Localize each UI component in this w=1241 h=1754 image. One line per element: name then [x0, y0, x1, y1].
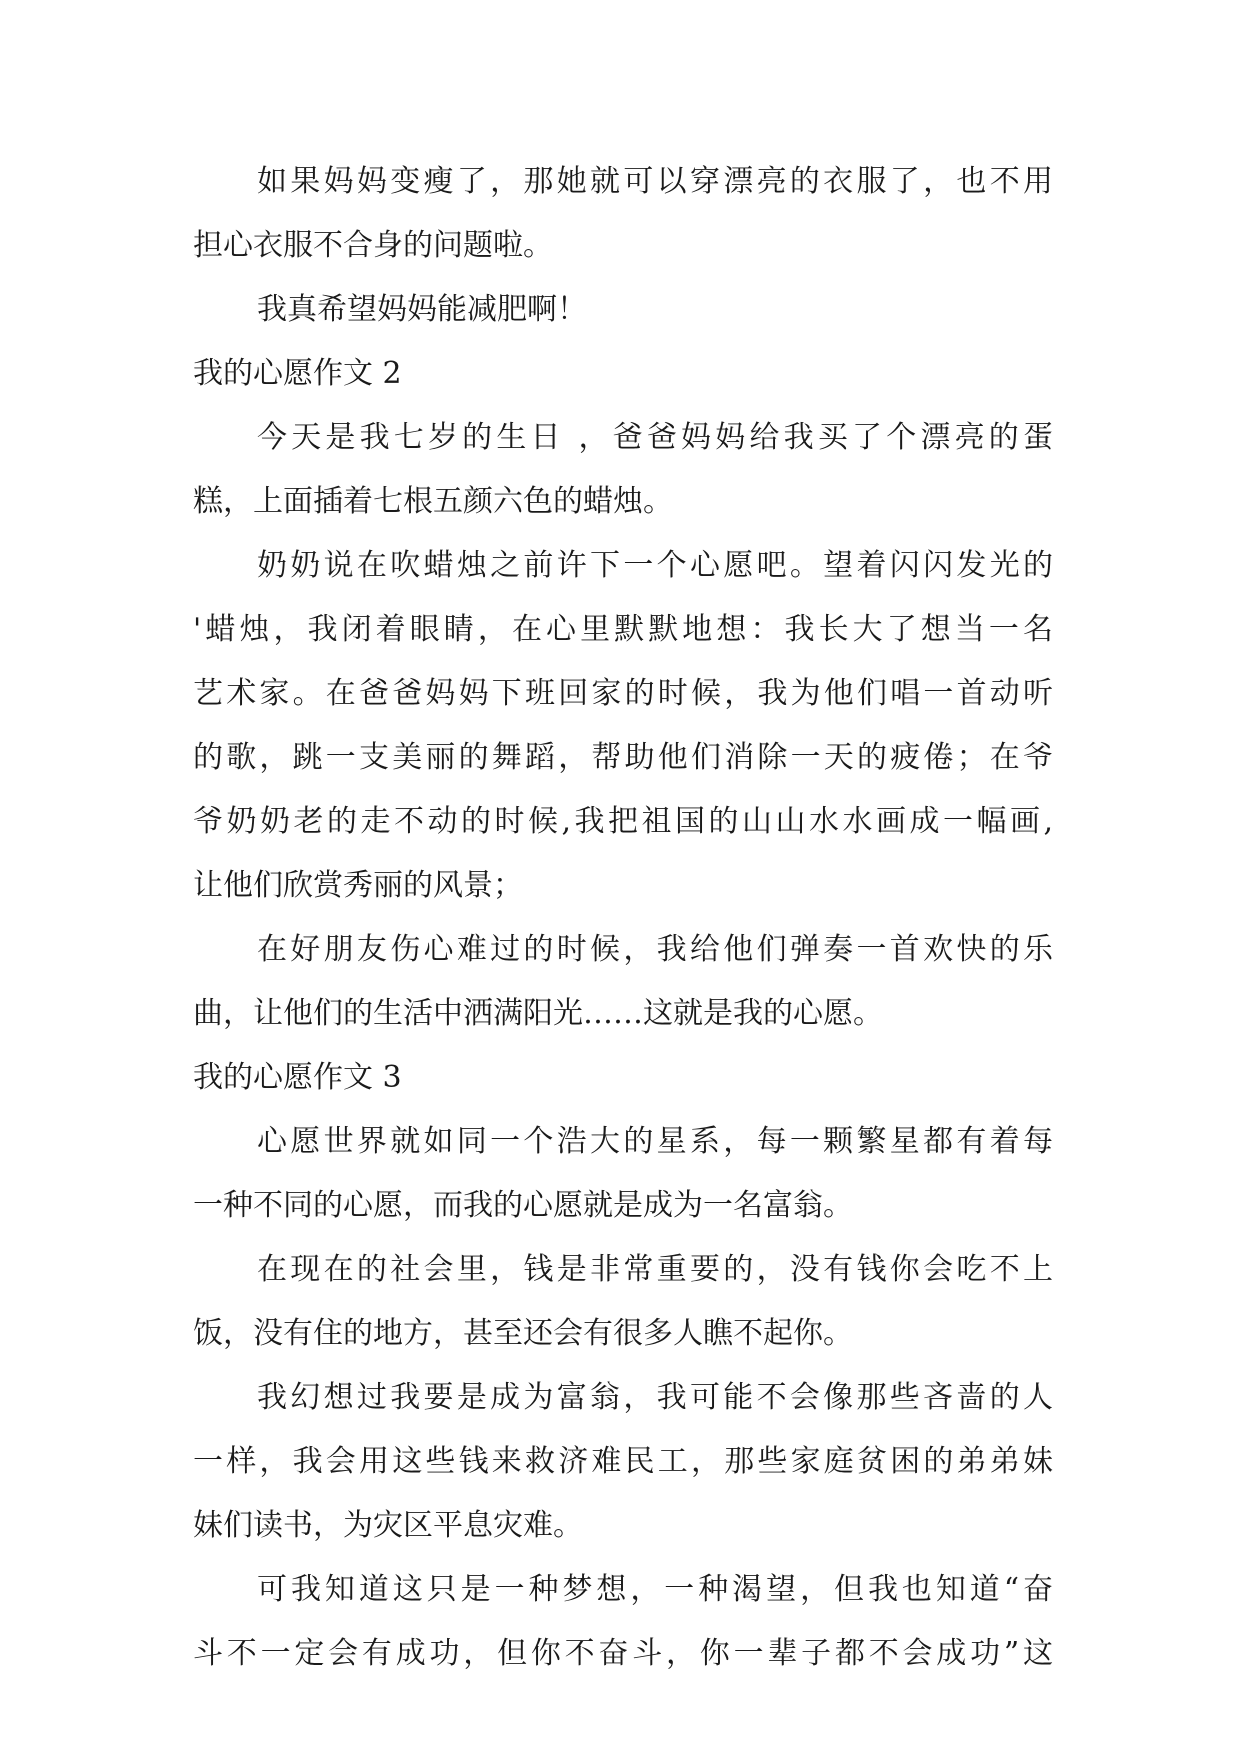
paragraph-line: 我真希望妈妈能减肥啊！	[257, 292, 587, 327]
paragraph-line: 爷奶奶老的走不动的时候,我把祖国的山山水水画成一幅画,	[193, 804, 1053, 839]
paragraph-line: 让他们欣赏秀丽的风景；	[193, 868, 523, 903]
paragraph-line: 一样，我会用这些钱来救济难民工，那些家庭贫困的弟弟妹	[193, 1444, 1053, 1479]
section-heading: 我的心愿作文 2	[193, 356, 402, 391]
paragraph-line: 斗不一定会有成功，但你不奋斗，你一辈子都不会成功”这	[193, 1636, 1053, 1671]
paragraph-line: 担心衣服不合身的问题啦。	[193, 228, 553, 263]
paragraph-line: 奶奶说在吹蜡烛之前许下一个心愿吧。望着闪闪发光的	[257, 548, 1053, 583]
paragraph-line: 在现在的社会里，钱是非常重要的，没有钱你会吃不上	[257, 1252, 1053, 1287]
paragraph-line: 曲，让他们的生活中洒满阳光……这就是我的心愿。	[193, 996, 883, 1031]
paragraph-line: 我幻想过我要是成为富翁，我可能不会像那些吝啬的人	[257, 1380, 1053, 1415]
section-heading: 我的心愿作文 3	[193, 1060, 402, 1095]
paragraph-line: 的歌，跳一支美丽的舞蹈，帮助他们消除一天的疲倦；在爷	[193, 740, 1053, 775]
paragraph-line: 心愿世界就如同一个浩大的星系，每一颗繁星都有着每	[257, 1124, 1053, 1159]
paragraph-line: 糕，上面插着七根五颜六色的蜡烛。	[193, 484, 673, 519]
paragraph-line: 一种不同的心愿，而我的心愿就是成为一名富翁。	[193, 1188, 853, 1223]
paragraph-line: 艺术家。在爸爸妈妈下班回家的时候，我为他们唱一首动听	[193, 676, 1053, 711]
paragraph-line: 在好朋友伤心难过的时候，我给他们弹奏一首欢快的乐	[257, 932, 1053, 967]
paragraph-line: 饭，没有住的地方，甚至还会有很多人瞧不起你。	[193, 1316, 853, 1351]
paragraph-line: 如果妈妈变瘦了，那她就可以穿漂亮的衣服了，也不用	[257, 164, 1053, 199]
paragraph-line: 妹们读书，为灾区平息灾难。	[193, 1508, 583, 1543]
paragraph-line: '蜡烛，我闭着眼睛，在心里默默地想：我长大了想当一名	[193, 612, 1053, 647]
paragraph-line: 今天是我七岁的生日 ，爸爸妈妈给我买了个漂亮的蛋	[257, 420, 1053, 455]
paragraph-line: 可我知道这只是一种梦想，一种渴望，但我也知道“奋	[257, 1572, 1053, 1607]
